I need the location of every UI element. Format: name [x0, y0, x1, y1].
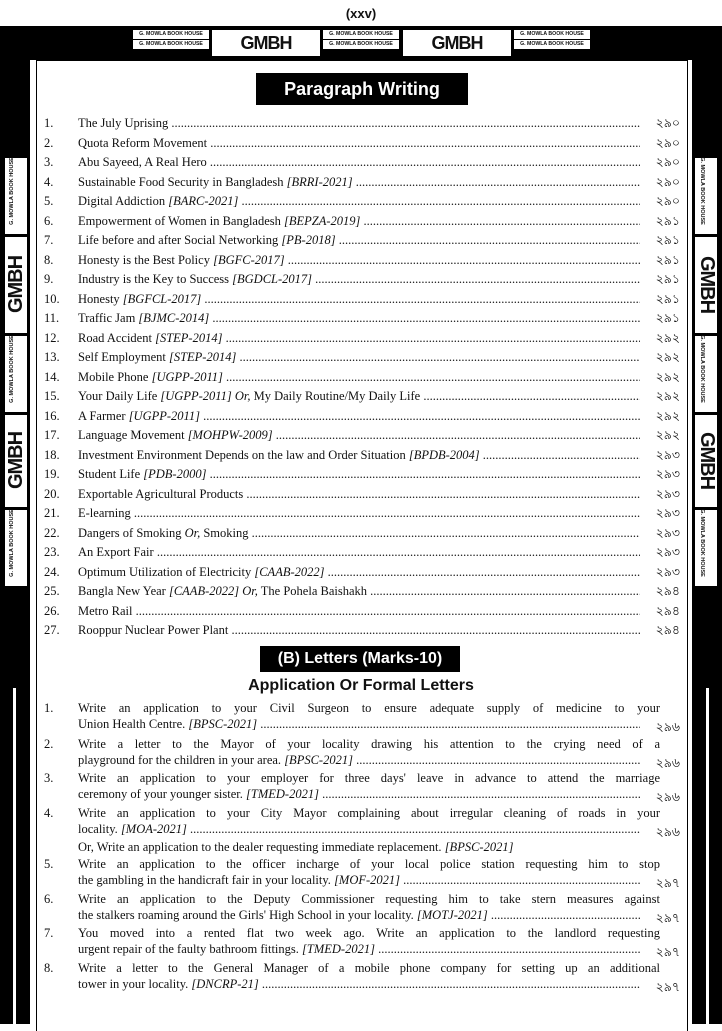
- section-title-paragraph: Paragraph Writing: [256, 73, 468, 105]
- toc-entry: 8. Honesty is the Best Policy [BGFC-2017] ..... ২৯১: [44, 251, 680, 270]
- publisher-side-label: G. MOWLA BOOK HOUSE: [694, 335, 718, 413]
- toc-entry: 13. Self Employment [STEP-2014] ..... ২৯২: [44, 348, 680, 367]
- toc-entry: 22. Dangers of Smoking Or, Smoking ..... ২৯৩: [44, 524, 680, 543]
- publisher-side-logo: GMBH: [694, 414, 718, 508]
- toc-entry: 2. Quota Reform Movement ..... ২৯০: [44, 134, 680, 153]
- publisher-side-label: G. MOWLA BOOK HOUSE: [694, 157, 718, 235]
- toc-entry: 4. Sustainable Food Security in Bangladesh [BRRI-2021] ..... ২৯০: [44, 173, 680, 192]
- toc-entry: 14. Mobile Phone [UGPP-2011] ..... ২৯২: [44, 368, 680, 387]
- toc-entry: 1. The July Uprising ..... ২৯০: [44, 114, 680, 133]
- publisher-side-label: G. MOWLA BOOK HOUSE: [694, 509, 718, 587]
- toc-entry: 7. Life before and after Social Networking [PB-2018] ..... ২৯১: [44, 231, 680, 250]
- border-accent-line: [13, 688, 16, 1024]
- toc-entry: 8. Write a letter to the General Manager of a mobile phone company for setting up an additional tower in your locality. [DNCRP-21] ..... ২৯৭: [44, 960, 680, 993]
- toc-entry: 10. Honesty [BGFCL-2017] ..... ২৯১: [44, 290, 680, 309]
- toc-entry: 12. Road Accident [STEP-2014] ..... ২৯২: [44, 329, 680, 348]
- toc-entry: 6. Empowerment of Women in Bangladesh [BEPZA-2019] ..... ২৯১: [44, 212, 680, 231]
- publisher-label: G. MOWLA BOOK HOUSE G. MOWLA BOOK HOUSE: [513, 29, 591, 50]
- publisher-side-label: G. MOWLA BOOK HOUSE: [4, 509, 28, 587]
- toc-entry: 25. Bangla New Year [CAAB-2022] Or, The Pohela Baishakh ..... ২৯৪: [44, 582, 680, 601]
- toc-entry-alternative: Or, Write an application to the dealer requesting immediate replacement. [BPSC-2021]: [78, 840, 514, 854]
- toc-entry: 5. Write an application to the officer incharge of your local police station requesting him to stop the gambling in the handicraft fair in your locality. [MOF-2021] ..... ২৯৭: [44, 856, 680, 889]
- toc-entry: 11. Traffic Jam [BJMC-2014] ..... ২৯১: [44, 309, 680, 328]
- publisher-logo: GMBH: [211, 29, 321, 57]
- toc-entry: 1. Write an application to your Civil Surgeon to ensure adequate supply of medicine to your Union Health Centre. [BPSC-2021] ..... ২৯৬: [44, 700, 680, 733]
- publisher-label: G. MOWLA BOOK HOUSE G. MOWLA BOOK HOUSE: [322, 29, 400, 50]
- publisher-label: G. MOWLA BOOK HOUSE G. MOWLA BOOK HOUSE: [132, 29, 210, 50]
- toc-entry: 3. Abu Sayeed, A Real Hero ..... ২৯০: [44, 153, 680, 172]
- toc-entry: 17. Language Movement [MOHPW-2009] ..... ২৯২: [44, 426, 680, 445]
- publisher-side-logo: GMBH: [694, 236, 718, 334]
- publisher-side-logo: GMBH: [4, 236, 28, 334]
- publisher-logo: GMBH: [402, 29, 512, 57]
- toc-entry: 15. Your Daily Life [UGPP-2011] Or, My Daily Routine/My Daily Life ..... ২৯২: [44, 387, 680, 406]
- toc-entry: 23. An Export Fair ..... ২৯৩: [44, 543, 680, 562]
- publisher-side-logo: GMBH: [4, 414, 28, 508]
- toc-entry: 24. Optimum Utilization of Electricity [CAAB-2022] ..... ২৯৩: [44, 563, 680, 582]
- toc-entry: 18. Investment Environment Depends on the law and Order Situation [BPDB-2004] ..... ২৯৩: [44, 446, 680, 465]
- toc-entry: 26. Metro Rail ..... ২৯৪: [44, 602, 680, 621]
- publisher-side-label: G. MOWLA BOOK HOUSE: [4, 335, 28, 413]
- toc-entry: 27. Rooppur Nuclear Power Plant ..... ২৯৪: [44, 621, 680, 640]
- toc-entry: 5. Digital Addiction [BARC-2021] ..... ২৯০: [44, 192, 680, 211]
- toc-entry: 9. Industry is the Key to Success [BGDCL-2017] ..... ২৯১: [44, 270, 680, 289]
- toc-entry: 6. Write an application to the Deputy Commissioner requesting him to take stern measures against the stalkers roaming around the Girls' High School in your locality. [MOTJ-2021] ..... ২৯৭: [44, 891, 680, 924]
- border-accent-line: [706, 688, 709, 1024]
- toc-entry: 21. E-learning ..... ২৯৩: [44, 504, 680, 523]
- publisher-side-label: G. MOWLA BOOK HOUSE: [4, 157, 28, 235]
- toc-entry: 7. You moved into a rented flat two week ago. Write an application to the landlord requesting urgent repair of the faulty bathroom fittings. [TMED-2021] ..... ২৯৭: [44, 925, 680, 958]
- toc-entry: 16. A Farmer [UGPP-2011] ..... ২৯২: [44, 407, 680, 426]
- toc-entry: 19. Student Life [PDB-2000] ..... ২৯৩: [44, 465, 680, 484]
- toc-entry: 20. Exportable Agricultural Products ..... ২৯৩: [44, 485, 680, 504]
- toc-entry: 4. Write an application to your City Mayor complaining about irregular cleaning of roads in your locality. [MOA-2021] ..... ২৯৬ Or, Write an application to the dealer requesting immediate replacement. [BPSC-2021]: [44, 805, 680, 855]
- toc-entry: 3. Write an application to your employer for three days' leave in advance to attend the marriage ceremony of your younger sister. [TMED-2021] ..... ২৯৬: [44, 770, 680, 803]
- page-number: (xxv): [345, 6, 377, 21]
- section-subtitle: Application Or Formal Letters: [248, 677, 474, 694]
- toc-entry: 2. Write a letter to the Mayor of your locality drawing his attention to the crying need of a playground for the children in your area. [BPSC-2021] ..... ২৯৬: [44, 736, 680, 769]
- section-title-letters: (B) Letters (Marks-10): [260, 646, 460, 672]
